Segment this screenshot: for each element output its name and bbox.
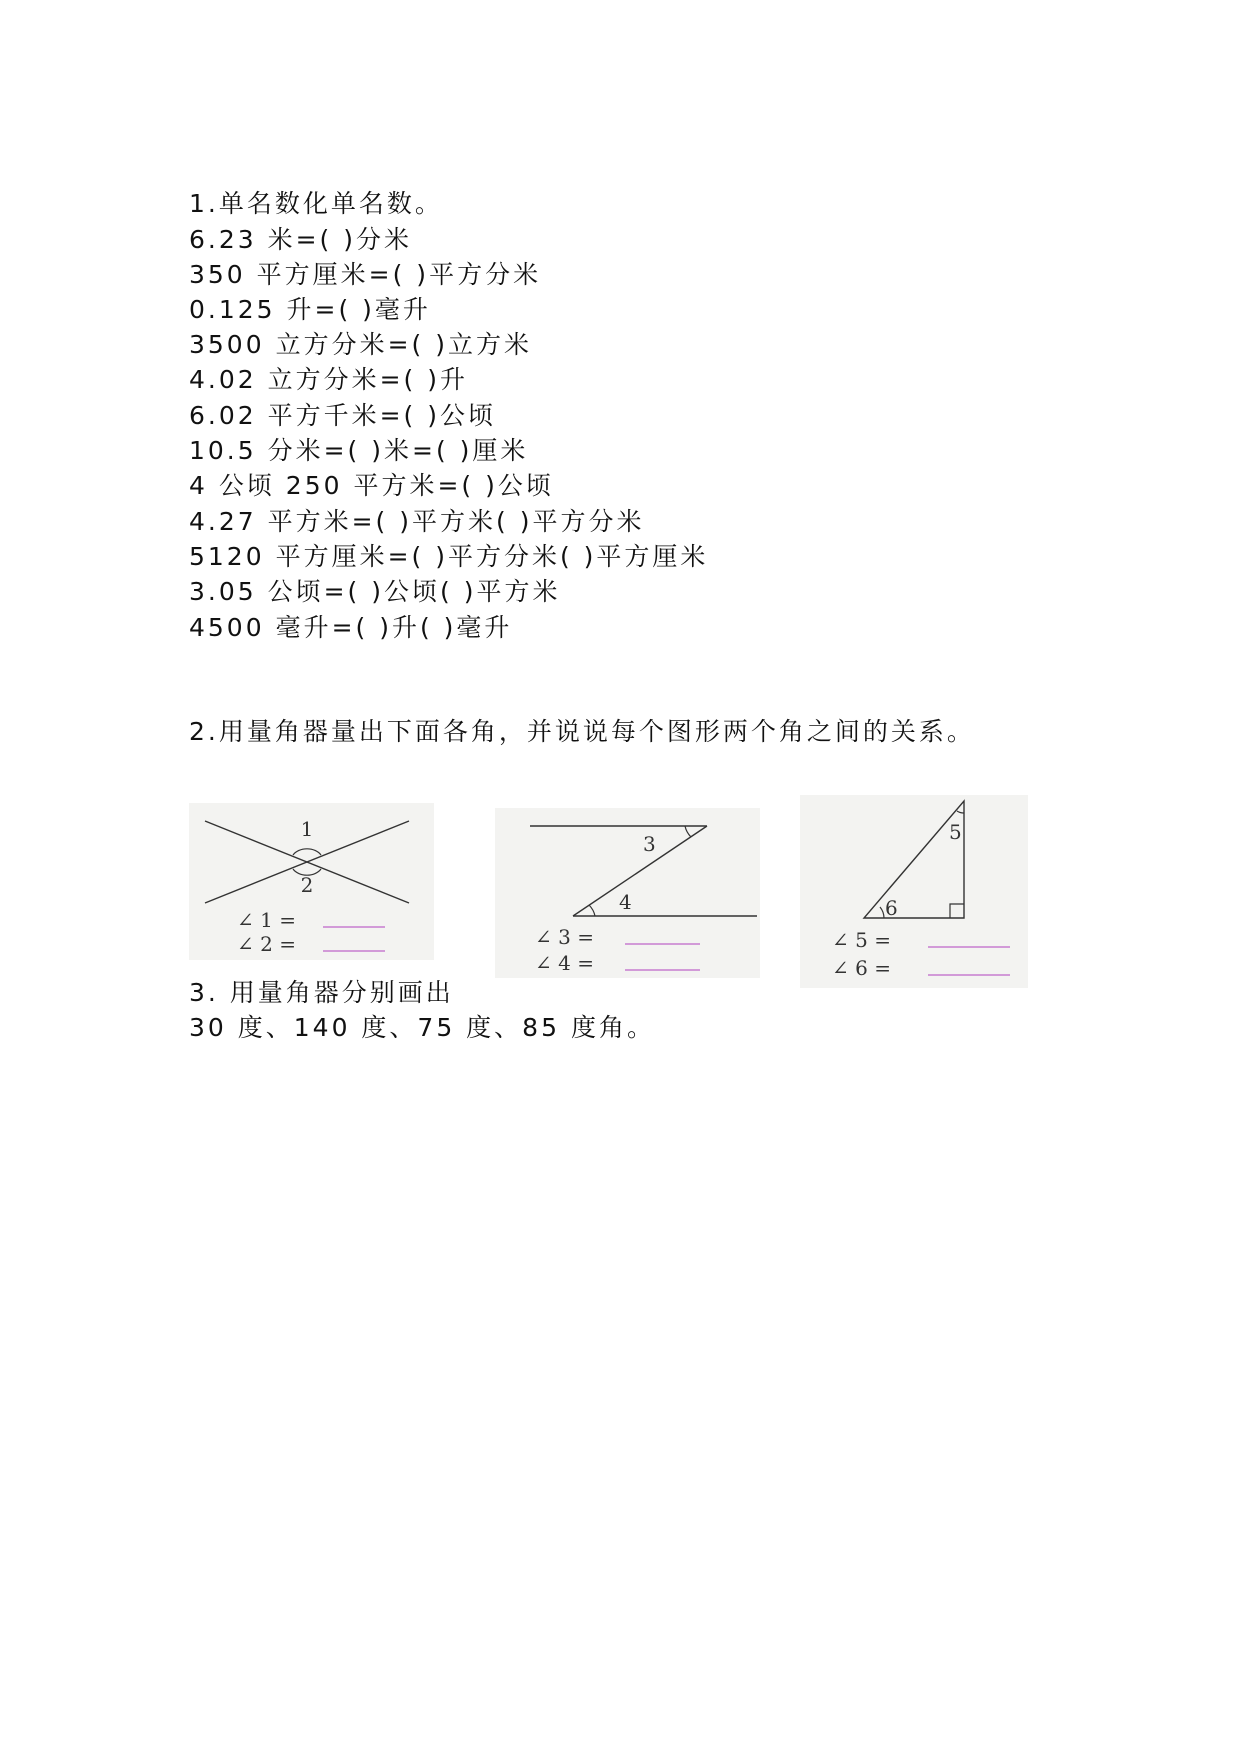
section3-body: 30 度、140 度、75 度、85 度角。 bbox=[189, 1013, 655, 1042]
angle-label-2: 2 bbox=[300, 873, 314, 897]
figure-z-shape bbox=[495, 808, 760, 978]
section1-heading: 1.单名数化单名数。 bbox=[189, 189, 443, 218]
answer-label-angle-4: ∠ 4 = bbox=[535, 951, 594, 975]
answer-label-angle-3: ∠ 3 = bbox=[535, 925, 594, 949]
section3-heading: 3. 用量角器分别画出 bbox=[189, 978, 454, 1007]
conversion-item-12: 4500 毫升=( )升( )毫升 bbox=[189, 613, 513, 642]
conversion-item-3: 0.125 升=( )毫升 bbox=[189, 295, 431, 324]
figure-right-triangle bbox=[800, 795, 1028, 988]
conversion-item-9: 4.27 平方米=( )平方米( )平方分米 bbox=[189, 507, 645, 536]
figure-intersecting-lines bbox=[189, 803, 434, 960]
conversion-item-7: 10.5 分米=( )米=( )厘米 bbox=[189, 436, 529, 465]
answer-label-angle-5: ∠ 5 = bbox=[832, 928, 891, 952]
conversion-item-1: 6.23 米=( )分米 bbox=[189, 225, 413, 254]
conversion-item-6: 6.02 平方千米=( )公顷 bbox=[189, 401, 497, 430]
conversion-item-5: 4.02 立方分米=( )升 bbox=[189, 365, 469, 394]
conversion-item-10: 5120 平方厘米=( )平方分米( )平方厘米 bbox=[189, 542, 709, 571]
conversion-item-4: 3500 立方分米=( )立方米 bbox=[189, 330, 532, 359]
conversion-item-11: 3.05 公顷=( )公顷( )平方米 bbox=[189, 577, 561, 606]
angle-label-6: 6 bbox=[885, 896, 898, 920]
answer-label-angle-1: ∠ 1 = bbox=[237, 908, 296, 932]
answer-label-angle-2: ∠ 2 = bbox=[237, 932, 296, 956]
conversion-item-2: 350 平方厘米=( )平方分米 bbox=[189, 260, 542, 289]
answer-label-angle-6: ∠ 6 = bbox=[832, 956, 891, 980]
angle-label-1: 1 bbox=[300, 817, 314, 841]
angle-label-3: 3 bbox=[643, 832, 656, 856]
angle-label-5: 5 bbox=[949, 820, 962, 844]
conversion-item-8: 4 公顷 250 平方米=( )公顷 bbox=[189, 471, 554, 500]
section2-heading: 2.用量角器量出下面各角，并说说每个图形两个角之间的关系。 bbox=[189, 717, 975, 746]
angle-label-4: 4 bbox=[619, 890, 632, 914]
